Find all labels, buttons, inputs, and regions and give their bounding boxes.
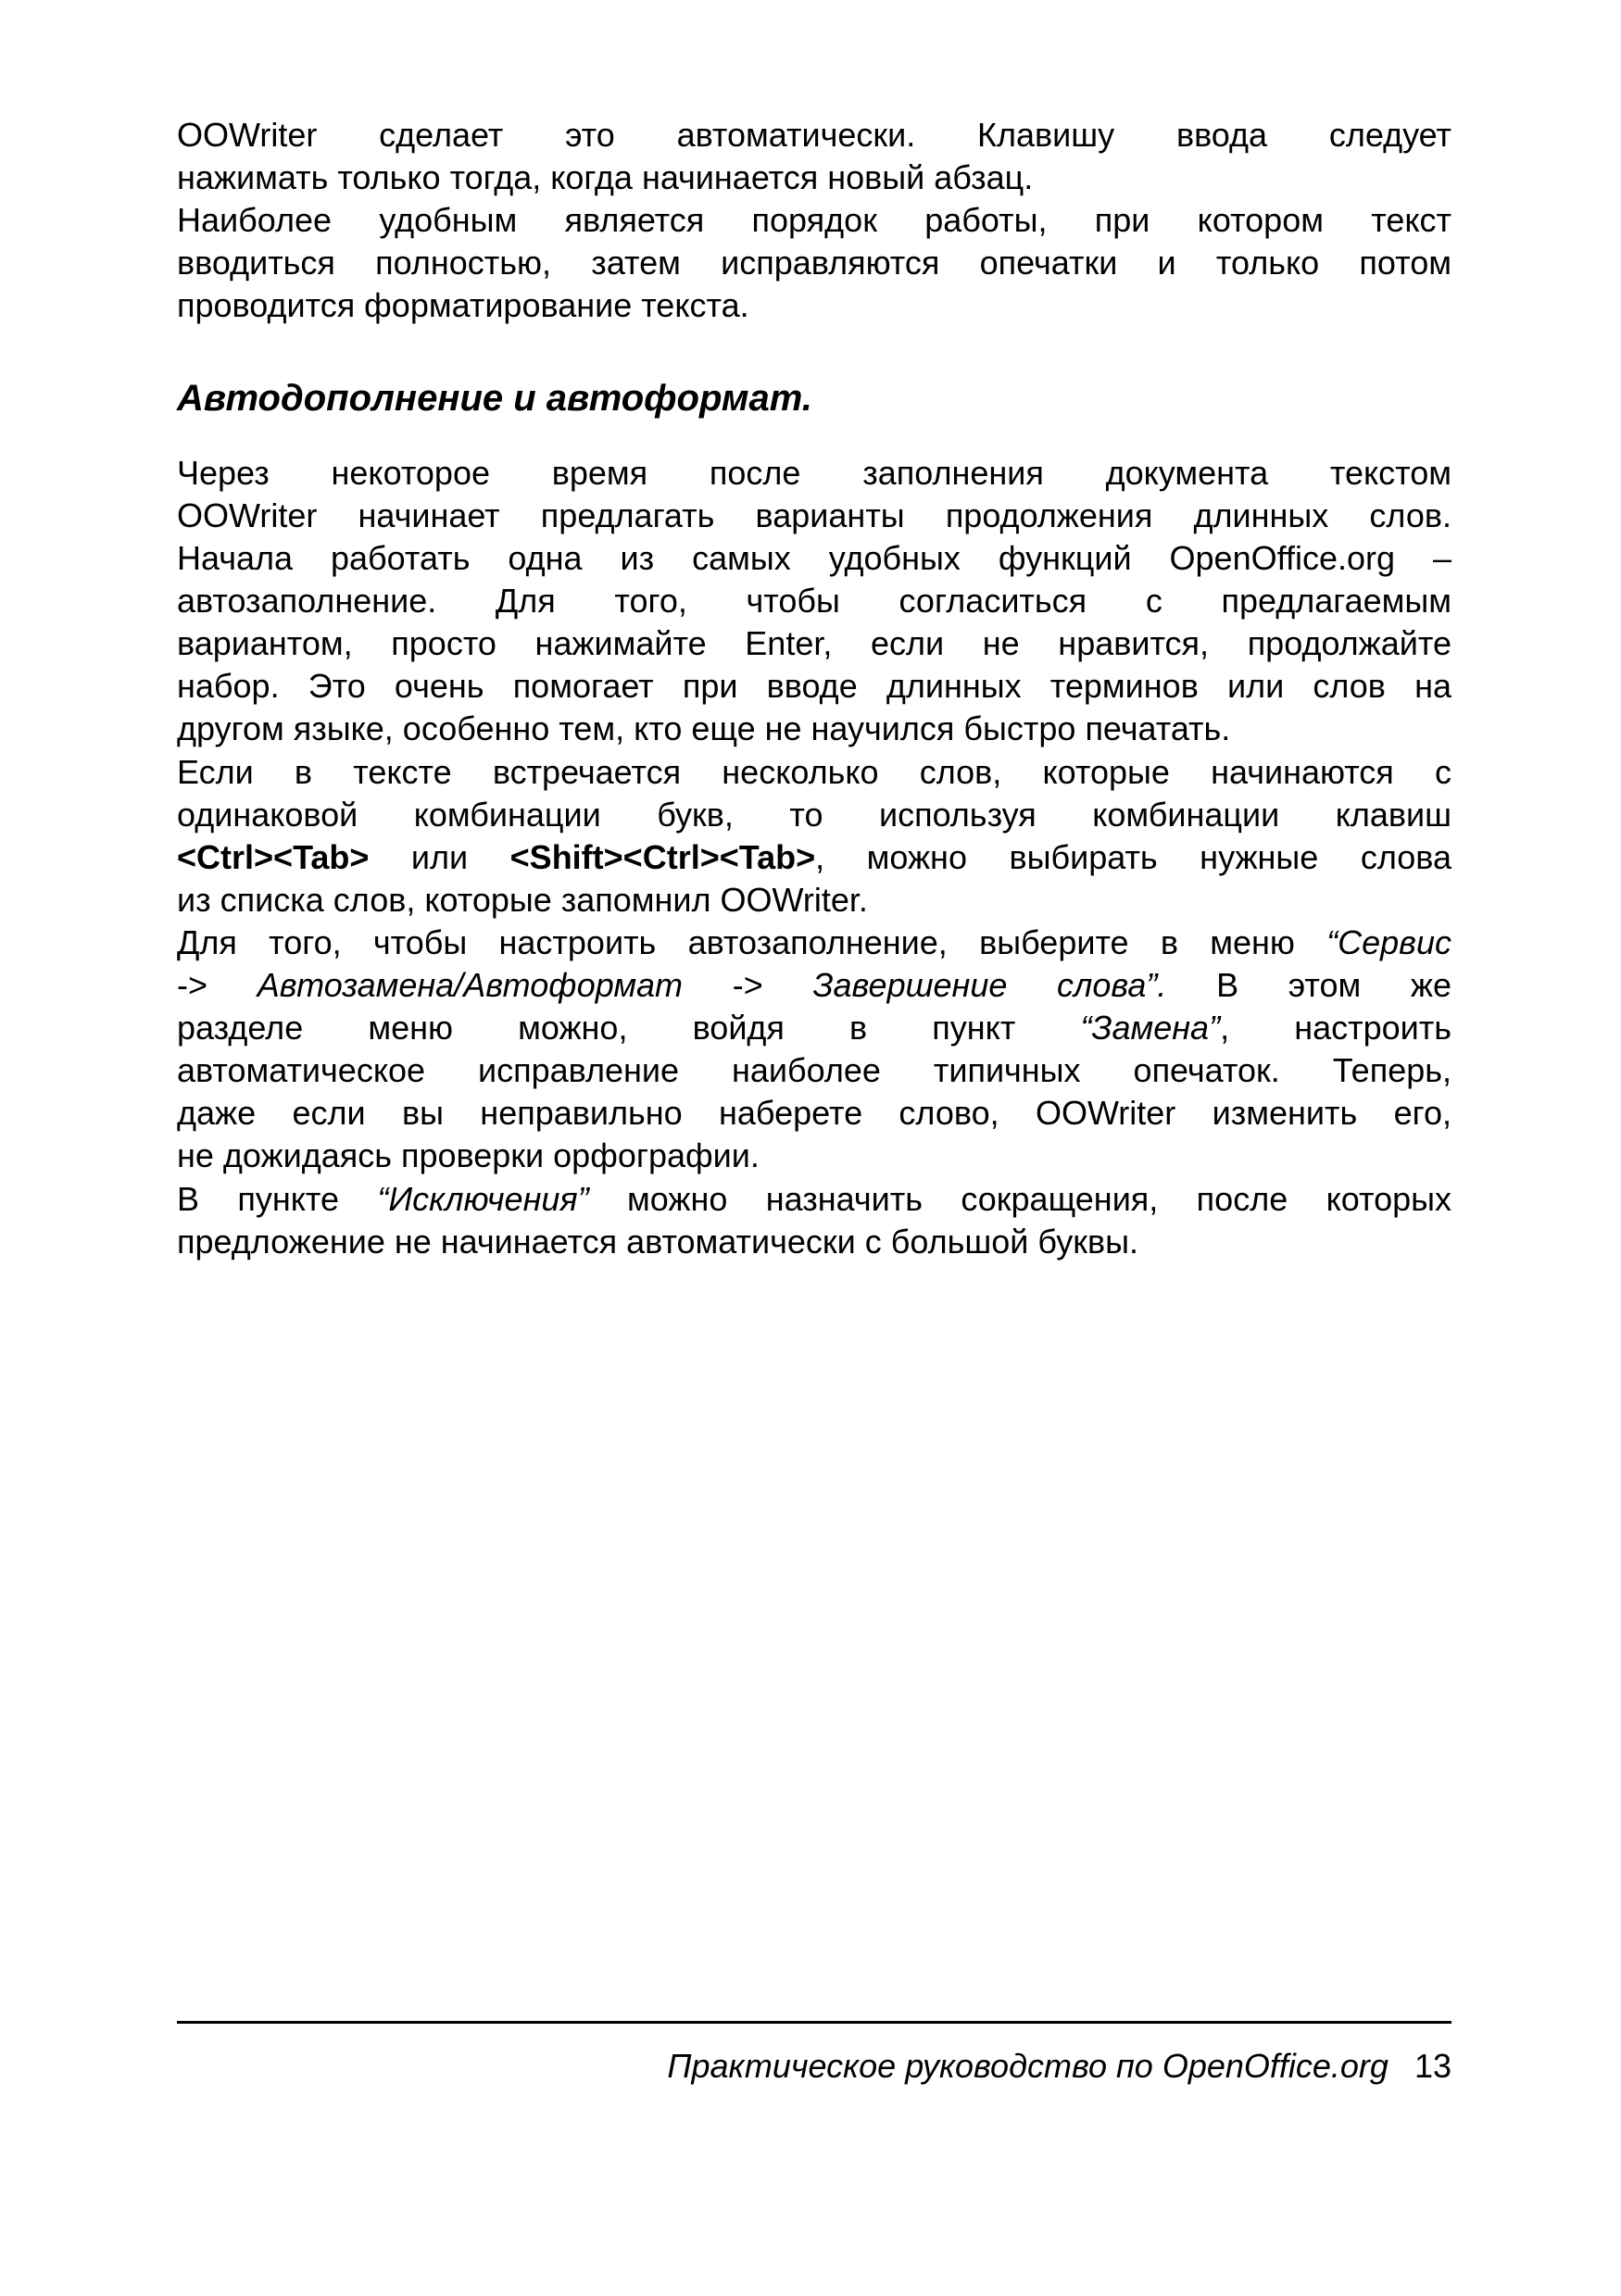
text-line <box>177 1221 1451 1263</box>
text-run: Начала работать одна из самых удобных функций OpenOffice.org – <box>177 539 1451 577</box>
text-line <box>177 922 1451 964</box>
paragraph <box>177 1178 1451 1263</box>
text-run: не дожидаясь проверки орфографии. <box>177 1136 760 1174</box>
text-run: можно назначить сокращения, после которых <box>588 1180 1451 1218</box>
paragraph <box>177 199 1451 327</box>
paragraph <box>177 751 1451 922</box>
text-line <box>177 580 1451 622</box>
text-run: -> <box>683 966 813 1004</box>
text-line <box>177 1092 1451 1135</box>
paragraph <box>177 114 1451 199</box>
paragraph <box>177 452 1451 750</box>
paragraph <box>177 922 1451 1177</box>
text-run: -> <box>177 966 258 1004</box>
text-run: Через некоторое время после заполнения документа текстом <box>177 454 1451 492</box>
text-line <box>177 879 1451 922</box>
page-number: 13 <box>1414 2047 1451 2085</box>
page-footer <box>667 2045 1451 2088</box>
menu-path: Автозамена/Автоформат <box>257 966 684 1004</box>
text-line <box>177 1007 1451 1049</box>
text-run: автоматическое исправление наиболее типичных опечаток. Теперь, <box>177 1051 1451 1089</box>
text-run: другом языке, особенно тем, кто еще не научился быстро печатать. <box>177 709 1231 747</box>
text-line <box>177 114 1451 157</box>
text-line <box>177 495 1451 537</box>
text-run: разделе меню можно, войдя в пункт <box>177 1009 1081 1047</box>
text-line <box>177 199 1451 242</box>
text-run: вариантом, просто нажимайте Enter, если не нравится, продолжайте <box>177 624 1451 662</box>
key-combo: <Ctrl><Tab> <box>177 838 370 876</box>
text-run: В пункте <box>177 1180 378 1218</box>
text-line <box>177 622 1451 665</box>
text-run: В этом же <box>1166 966 1452 1004</box>
text-line <box>177 708 1451 750</box>
text-run: автозаполнение. Для того, чтобы согласиться с предлагаемым <box>177 582 1451 620</box>
text-run: нажимать только тогда, когда начинается новый абзац. <box>177 158 1034 196</box>
text-line <box>177 964 1451 1007</box>
text-line <box>177 284 1451 327</box>
text-run: Если в тексте встречается несколько слов, которые начинаются с <box>177 753 1451 791</box>
text-run: Для того, чтобы настроить автозаполнение, выберите в меню <box>177 923 1327 961</box>
text-run: , можно выбирать нужные слова <box>815 838 1452 876</box>
text-run: одинаковой комбинации букв, то используя комбинации клавиш <box>177 796 1451 834</box>
menu-path: “Замена” <box>1080 1009 1221 1047</box>
text-line <box>177 836 1451 879</box>
text-line <box>177 794 1451 836</box>
text-run: Наиболее удобным является порядок работы, при котором текст <box>177 201 1451 239</box>
footer-title: Практическое руководство по OpenOffice.org <box>667 2047 1389 2085</box>
text-line <box>177 537 1451 580</box>
text-line <box>177 665 1451 708</box>
menu-path: “Сервис <box>1326 923 1451 961</box>
text-run: предложение не начинается автоматически с большой буквы. <box>177 1223 1138 1261</box>
menu-path: “Исключения” <box>377 1180 589 1218</box>
text-run: из списка слов, которые запомнил OOWriter. <box>177 881 868 919</box>
section-heading: Автодополнение и автоформат. <box>177 378 812 419</box>
text-line <box>177 452 1451 495</box>
text-line <box>177 242 1451 284</box>
text-line <box>177 157 1451 199</box>
text-run: проводится форматирование текста. <box>177 286 749 324</box>
text-run: даже если вы неправильно наберете слово, OOWriter изменить его, <box>177 1094 1451 1132</box>
text-run: OOWriter начинает предлагать варианты продолжения длинных слов. <box>177 496 1451 534</box>
menu-path: Завершение слова”. <box>812 966 1167 1004</box>
text-run: или <box>369 838 510 876</box>
text-run: набор. Это очень помогает при вводе длинных терминов или слов на <box>177 667 1451 705</box>
text-run: , настроить <box>1220 1009 1451 1047</box>
text-run: вводиться полностью, затем исправляются опечатки и только потом <box>177 244 1451 282</box>
text-run: OOWriter сделает это автоматически. Клавишу ввода следует <box>177 116 1451 154</box>
text-line <box>177 1135 1451 1177</box>
text-line <box>177 1049 1451 1092</box>
footer-rule <box>177 2021 1451 2024</box>
text-line <box>177 751 1451 794</box>
key-combo: <Shift><Ctrl><Tab> <box>509 838 816 876</box>
text-line <box>177 1178 1451 1221</box>
